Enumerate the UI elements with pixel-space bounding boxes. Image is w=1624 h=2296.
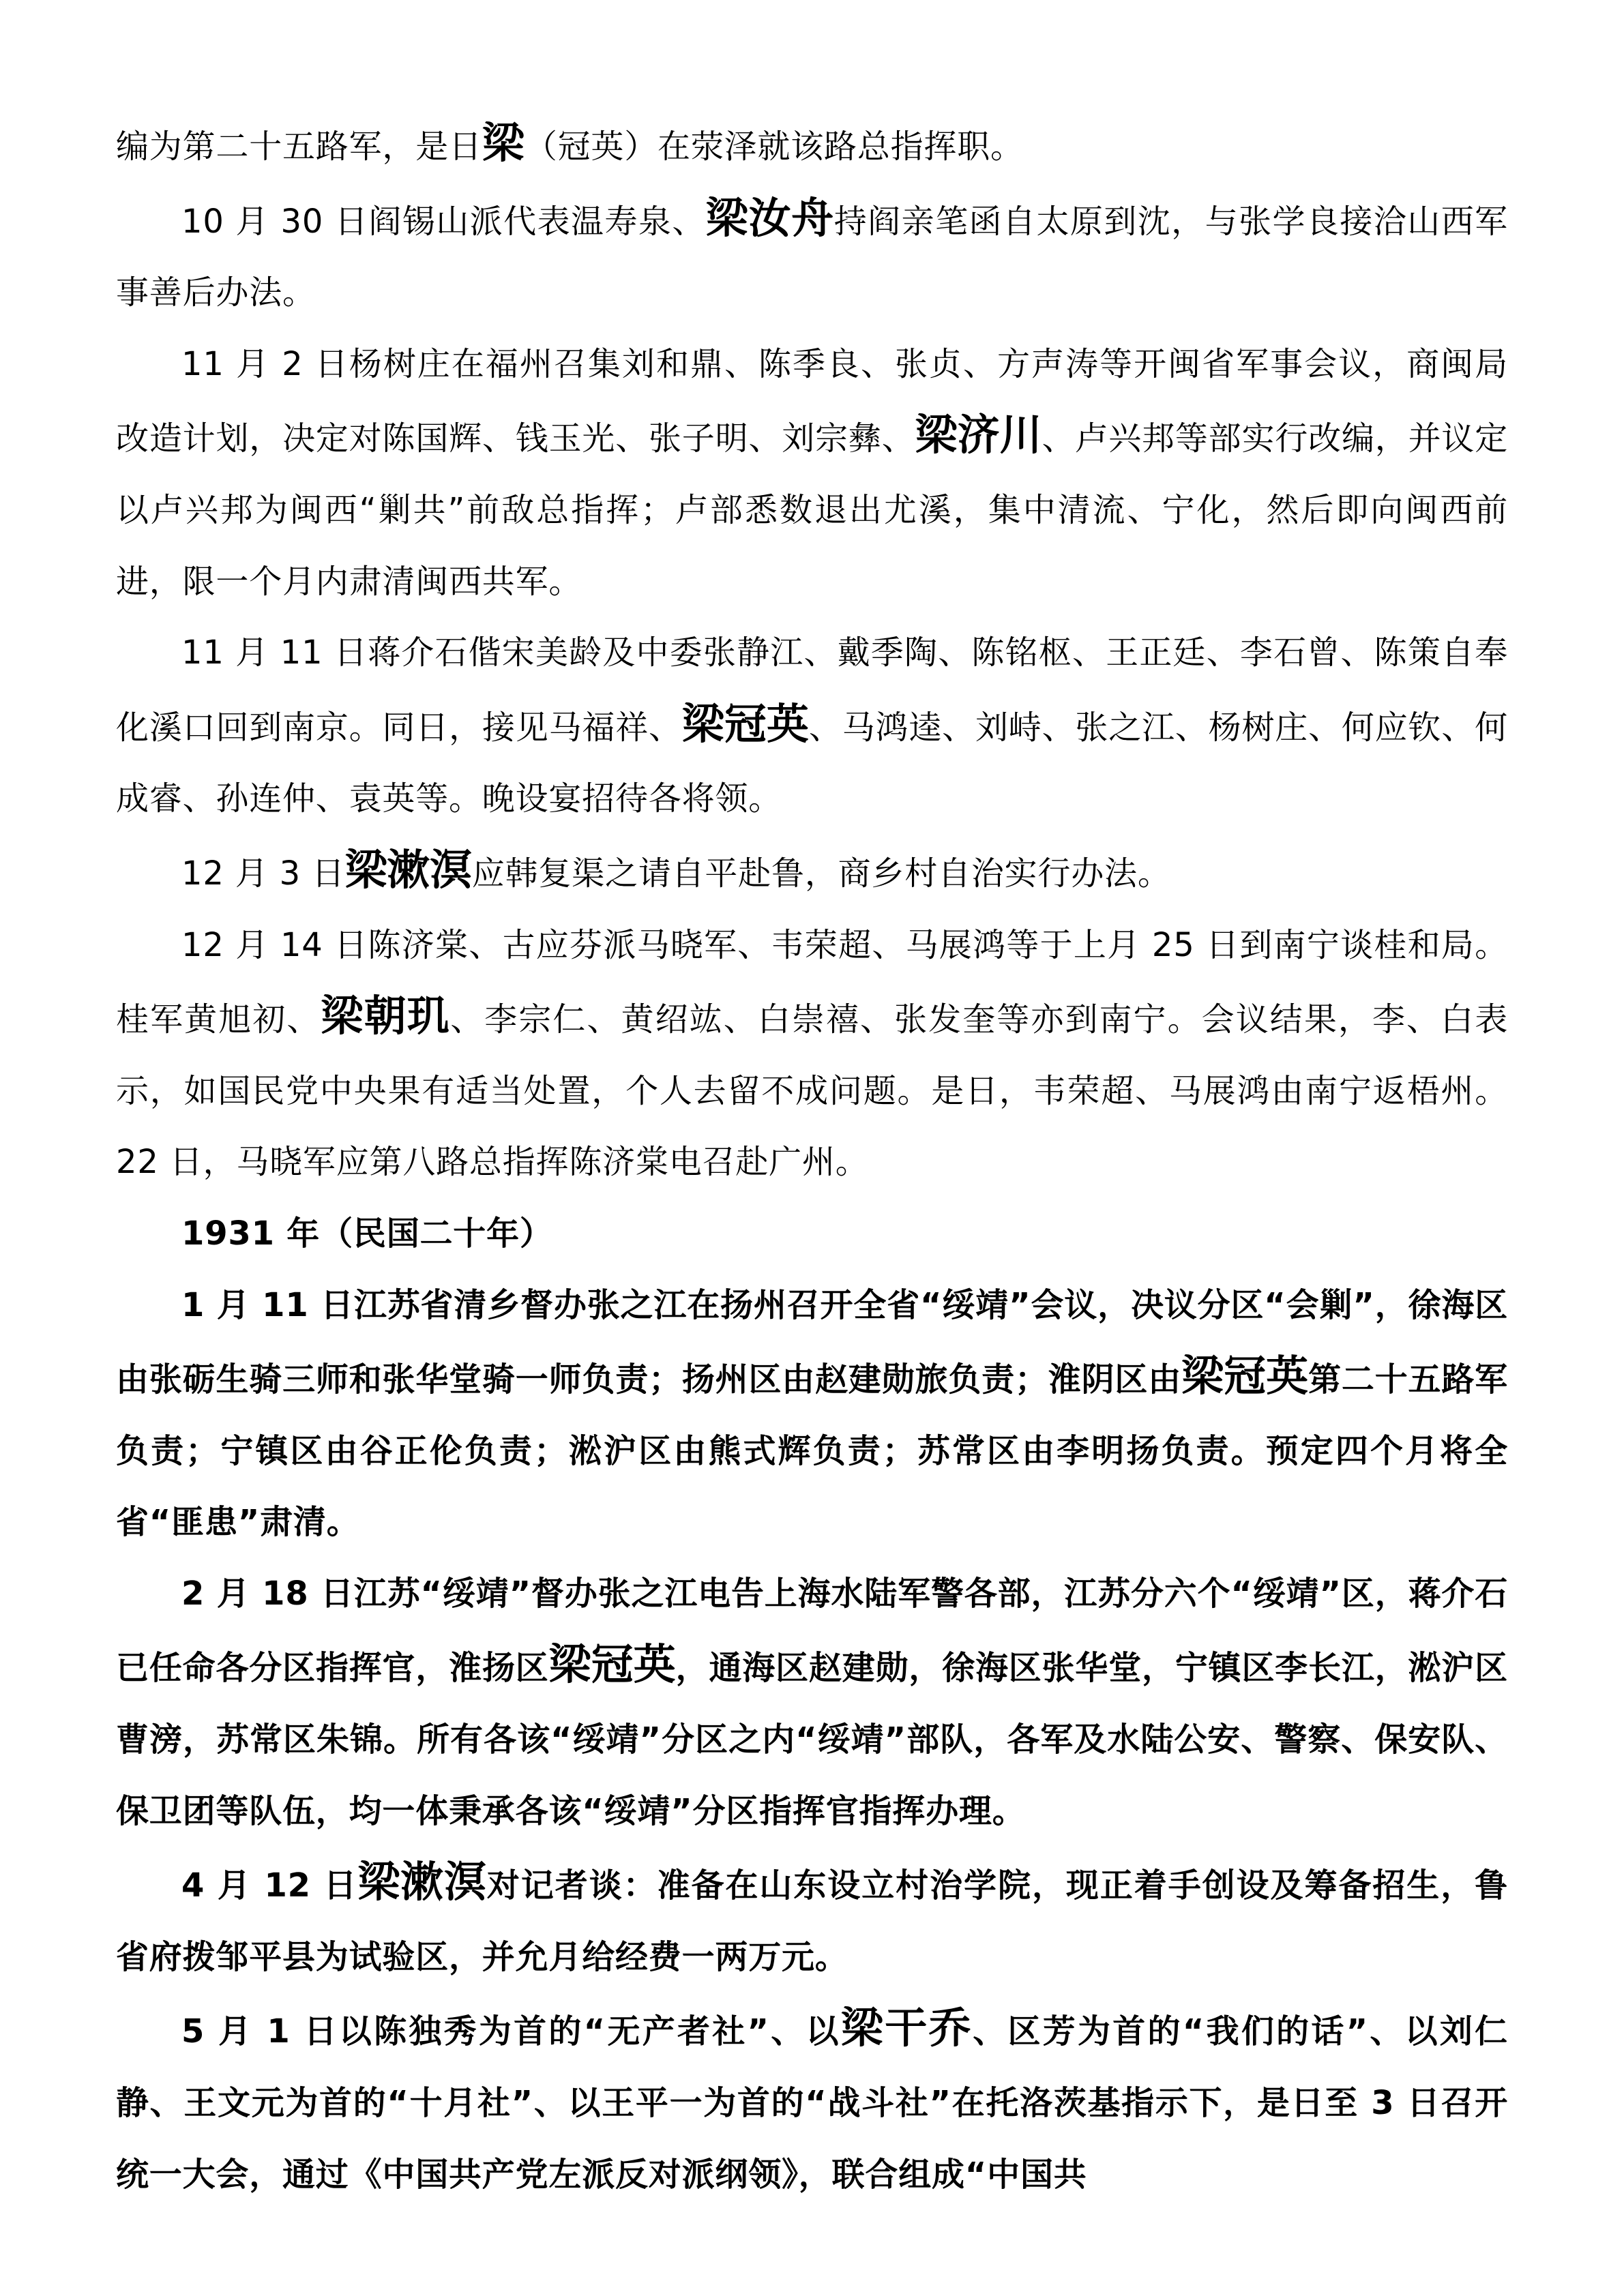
text-run: 持阎亲笔函自太原到沈，与张学良接洽山西军事善后办法。: [116, 202, 1508, 312]
paragraph-3: [116, 329, 1508, 617]
highlighted-name: 梁冠英: [681, 698, 809, 749]
paragraph-5: [116, 835, 1508, 910]
highlighted-name: 梁济川: [915, 410, 1042, 460]
text-run: 、李宗仁、黄绍竑、白崇禧、张发奎等亦到南宁。会议结果，李、白表示，如国民党中央果有适当处置，个人去留不成问题。是日，韦荣超、马展鸿由南宁返梧州。22 日，马晓军应第八路总指挥陈济棠电召赴广州。: [116, 1000, 1508, 1182]
highlighted-name: 梁汝舟: [705, 192, 834, 243]
highlighted-name: 梁漱溟: [357, 1857, 487, 1907]
paragraph-4: [116, 617, 1508, 835]
text-run: 第二十五路军负责；宁镇区由谷正伦负责；淞沪区由熊式辉负责；苏常区由李明扬负责。预定四个月将全省“匪患”肃清。: [116, 1360, 1508, 1542]
text-run: 4 月 12 日: [181, 1866, 358, 1905]
highlighted-name: 梁干乔: [840, 2003, 973, 2053]
highlighted-name: 梁冠英: [548, 1639, 676, 1690]
highlighted-name: 梁朝玑: [321, 991, 451, 1041]
text-run: 1931 年（民国二十年）: [181, 1214, 553, 1253]
highlighted-name: 梁漱溟: [344, 844, 472, 895]
text-run: 、卢兴邦等部实行改编，并议定以卢兴邦为闽西“剿共”前敌总指挥；卢部悉数退出尤溪，集中清流、宁化，然后即向闽西前进，限一个月内肃清闽西共军。: [116, 419, 1508, 601]
text-run: 应韩复渠之请自平赴鲁，商乡村自治实行办法。: [471, 854, 1171, 893]
year-heading: [116, 1198, 1508, 1270]
text-run: 11 月 11 日蒋介石偕宋美龄及中委张静江、戴季陶、陈铭枢、王正廷、李石曾、陈策自奉化溪口回到南京。同日，接见马福祥、: [116, 633, 1508, 747]
paragraph-10: [116, 1993, 1508, 2210]
text-run: 、马鸿逵、刘峙、张之江、杨树庄、何应钦、何成睿、孙连仲、袁英等。晚设宴招待各将领。: [116, 708, 1508, 818]
text-run: 11 月 2 日杨树庄在福州召集刘和鼎、陈季良、张贞、方声涛等开闽省军事会议，商闽局改造计划，决定对陈国辉、钱玉光、张子明、刘宗彝、: [116, 344, 1508, 458]
paragraph-1: [116, 108, 1508, 183]
paragraph-6: [116, 910, 1508, 1198]
paragraph-7: [116, 1270, 1508, 1558]
text-run: 12 月 3 日: [181, 854, 345, 893]
paragraph-8: [116, 1558, 1508, 1847]
text-run: 12 月 14 日陈济棠、古应芬派马晓军、韦荣超、马展鸿等于上月 25 日到南宁谈桂和局。桂军黄旭初、: [116, 925, 1508, 1039]
text-run: 5 月 1 日以陈独秀为首的“无产者社”、以: [181, 2012, 841, 2051]
highlighted-name: 梁冠英: [1181, 1351, 1309, 1401]
text-run: 对记者谈：准备在山东设立村治学院，现正着手创设及筹备招生，鲁省府拨邹平县为试验区，并允月给经费一两万元。: [116, 1866, 1508, 1976]
text-run: ，通海区赵建勋，徐海区张华堂，宁镇区李长江，淞沪区曹滂，苏常区朱锦。所有各该“绥靖”分区之内“绥靖”部队，各军及水陆公安、警察、保安队、保卫团等队伍，均一体秉承各该“绥靖”分区指挥官指挥办理。: [116, 1649, 1508, 1830]
text-run: 编为第二十五路军，是日: [116, 128, 482, 166]
highlighted-name: 梁: [482, 118, 525, 168]
paragraph-2: [116, 183, 1508, 329]
paragraph-9: [116, 1847, 1508, 1993]
text-run: 10 月 30 日阎锡山派代表温寿泉、: [181, 202, 706, 241]
text-run: （冠英）在荥泽就该路总指挥职。: [524, 128, 1024, 166]
text-run: 、区芳为首的“我们的话”、以刘仁静、王文元为首的“十月社”、以王平一为首的“战斗社”在托洛茨基指示下，是日至 3 日召开统一大会，通过《中国共产党左派反对派纲领》，联合组成“中国共: [116, 2012, 1508, 2194]
text-run: 1 月 11 日江苏省清乡督办张之江在扬州召开全省“绥靖”会议，决议分区“会剿”，徐海区由张砺生骑三师和张华堂骑一师负责；扬州区由赵建勋旅负责；淮阴区由: [116, 1285, 1508, 1399]
text-run: 2 月 18 日江苏“绥靖”督办张之江电告上海水陆军警各部，江苏分六个“绥靖”区，蒋介石已任命各分区指挥官，淮扬区: [116, 1574, 1508, 1688]
